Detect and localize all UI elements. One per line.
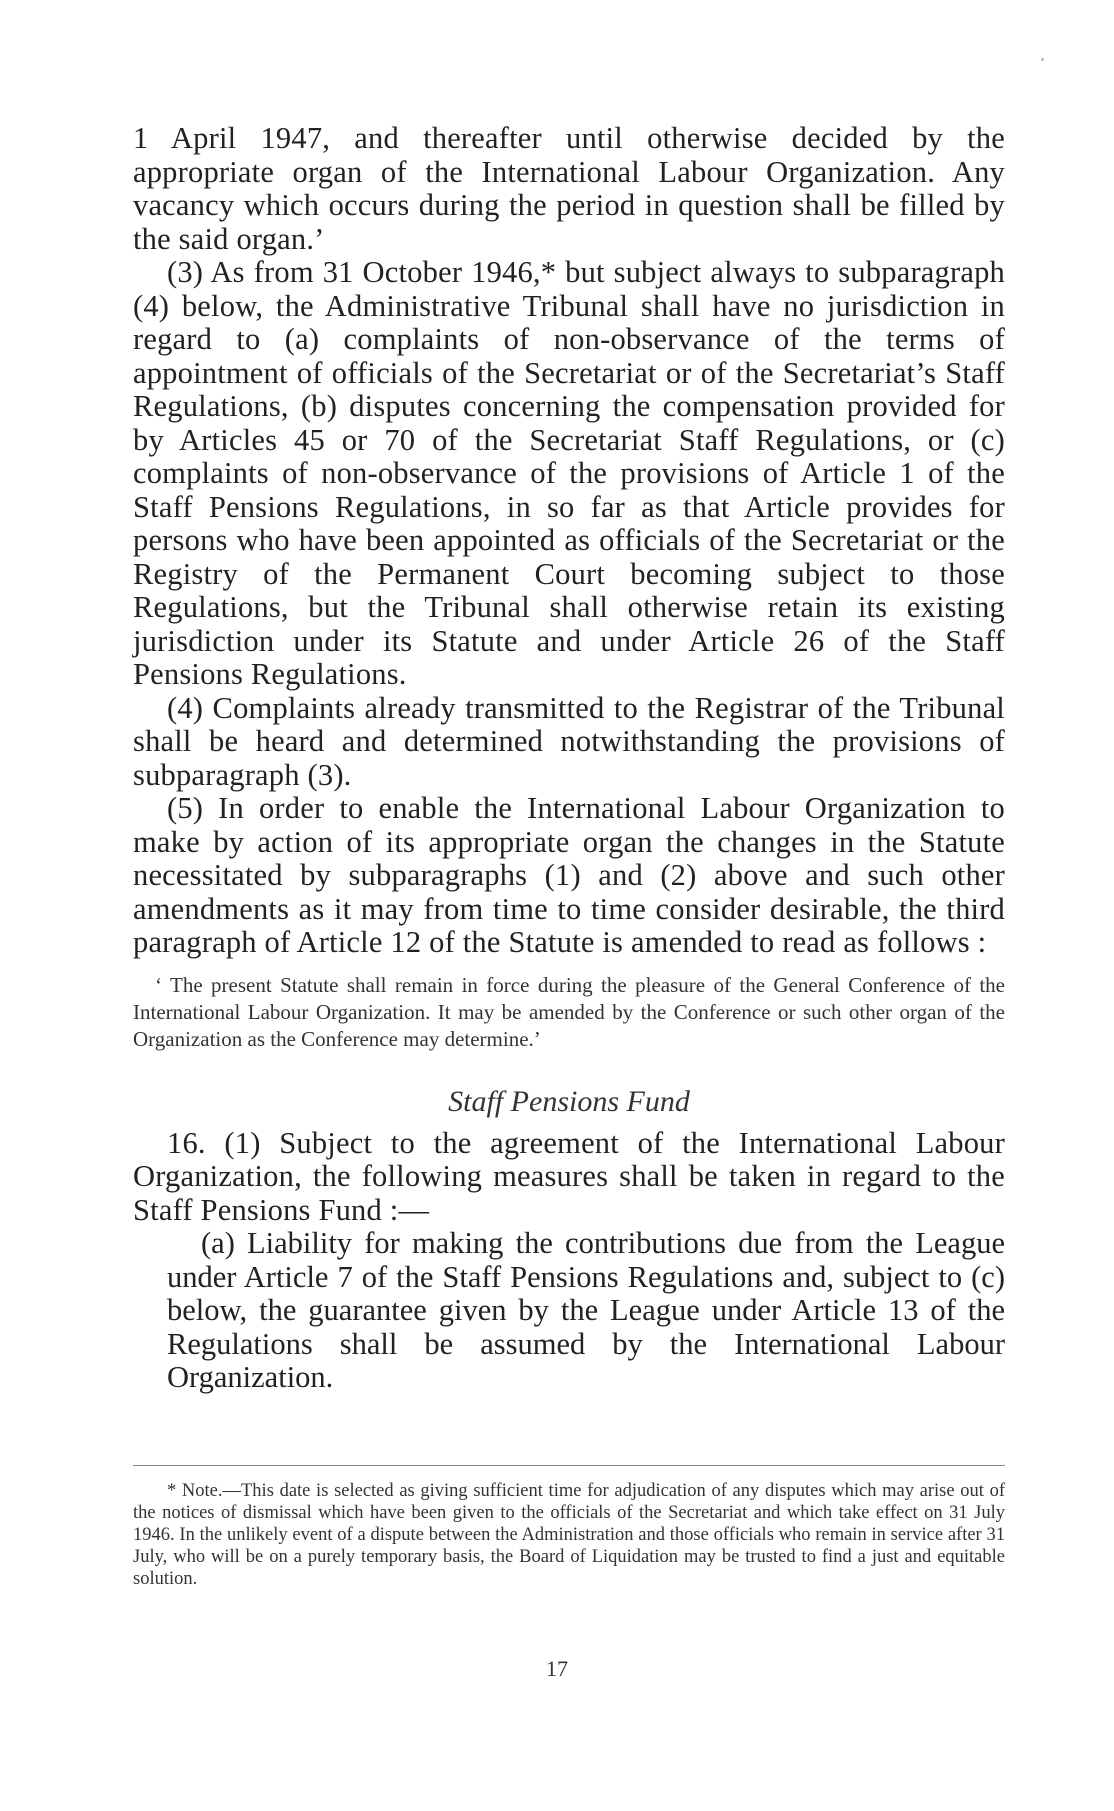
footnote: * Note.—This date is selected as giving sufficient time for adjudication of any disputes which may arise out of the notices of dismissal which have been given to the officials of the Secretariat and which take effect on 31 July 1946. In the unlikely event of a dispute between the Administration and those officials who remain in service after 31 July, who will be on a purely temporary basis, the Board of Liquidation may be trusted to find a just and equitable solution.: [133, 1481, 1005, 1589]
footnote-divider: [133, 1465, 1005, 1466]
paragraph-4: (4) Complaints already transmitted to the Registrar of the Tribunal shall be heard and determined notwithstanding the provisions of subparagraph (3).: [133, 690, 1005, 792]
body-text: [133, 122, 1005, 1395]
quoted-amendment: ‘ The present Statute shall remain in force during the pleasure of the General Conference of the International Labour Organization. It may be amended by the Conference or such other organ of the Organization as the Conference may determine.’: [133, 972, 1005, 1051]
paragraph-16: 16. (1) Subject to the agreement of the International Labour Organization, the following measures shall be taken in regard to the Staff Pensions Fund :—: [133, 1125, 1005, 1227]
paragraph-16a: (a) Liability for making the contributions due from the League under Article 7 of the Staff Pensions Regulations and, subject to (c) below, the guarantee given by the League under Article 13 of the Regulations shall be assumed by the International Labour Organization.: [167, 1226, 1005, 1394]
paragraph-3: (3) As from 31 October 1946,* but subject always to subparagraph (4) below, the Administrative Tribunal shall have no jurisdiction in regard to (a) complaints of non-observance of the terms of appointment of officials of the Secretariat or of the Secretariat’s Staff Regulations, (b) disputes concerning the compensation provided for by Articles 45 or 70 of the Secretariat Staff Regulations, or (c) complaints of non-observance of the provisions of Article 1 of the Staff Pensions Regulations, in so far as that Article provides for persons who have been appointed as officials of the Secretariat or the Registry of the Permanent Court becoming subject to those Regulations, but the Tribunal shall otherwise retain its existing jurisdiction under its Statute and under Article 26 of the Staff Pensions Regulations.: [133, 255, 1005, 691]
page-number: 17: [546, 1656, 568, 1681]
scan-speck: [1041, 58, 1044, 61]
section-heading: Staff Pensions Fund: [448, 1084, 690, 1118]
paragraph-5: (5) In order to enable the International Labour Organization to make by action of its appropriate organ the changes in the Statute necessitated by subparagraphs (1) and (2) above and such other amendments as it may from time to time consider desirable, the third paragraph of Article 12 of the Statute is amended to read as follows :: [133, 791, 1005, 959]
continuation-paragraph: 1 April 1947, and thereafter until otherwise decided by the appropriate organ of the International Labour Organization. Any vacancy which occurs during the period in question shall be filled by the said organ.’: [133, 121, 1005, 256]
